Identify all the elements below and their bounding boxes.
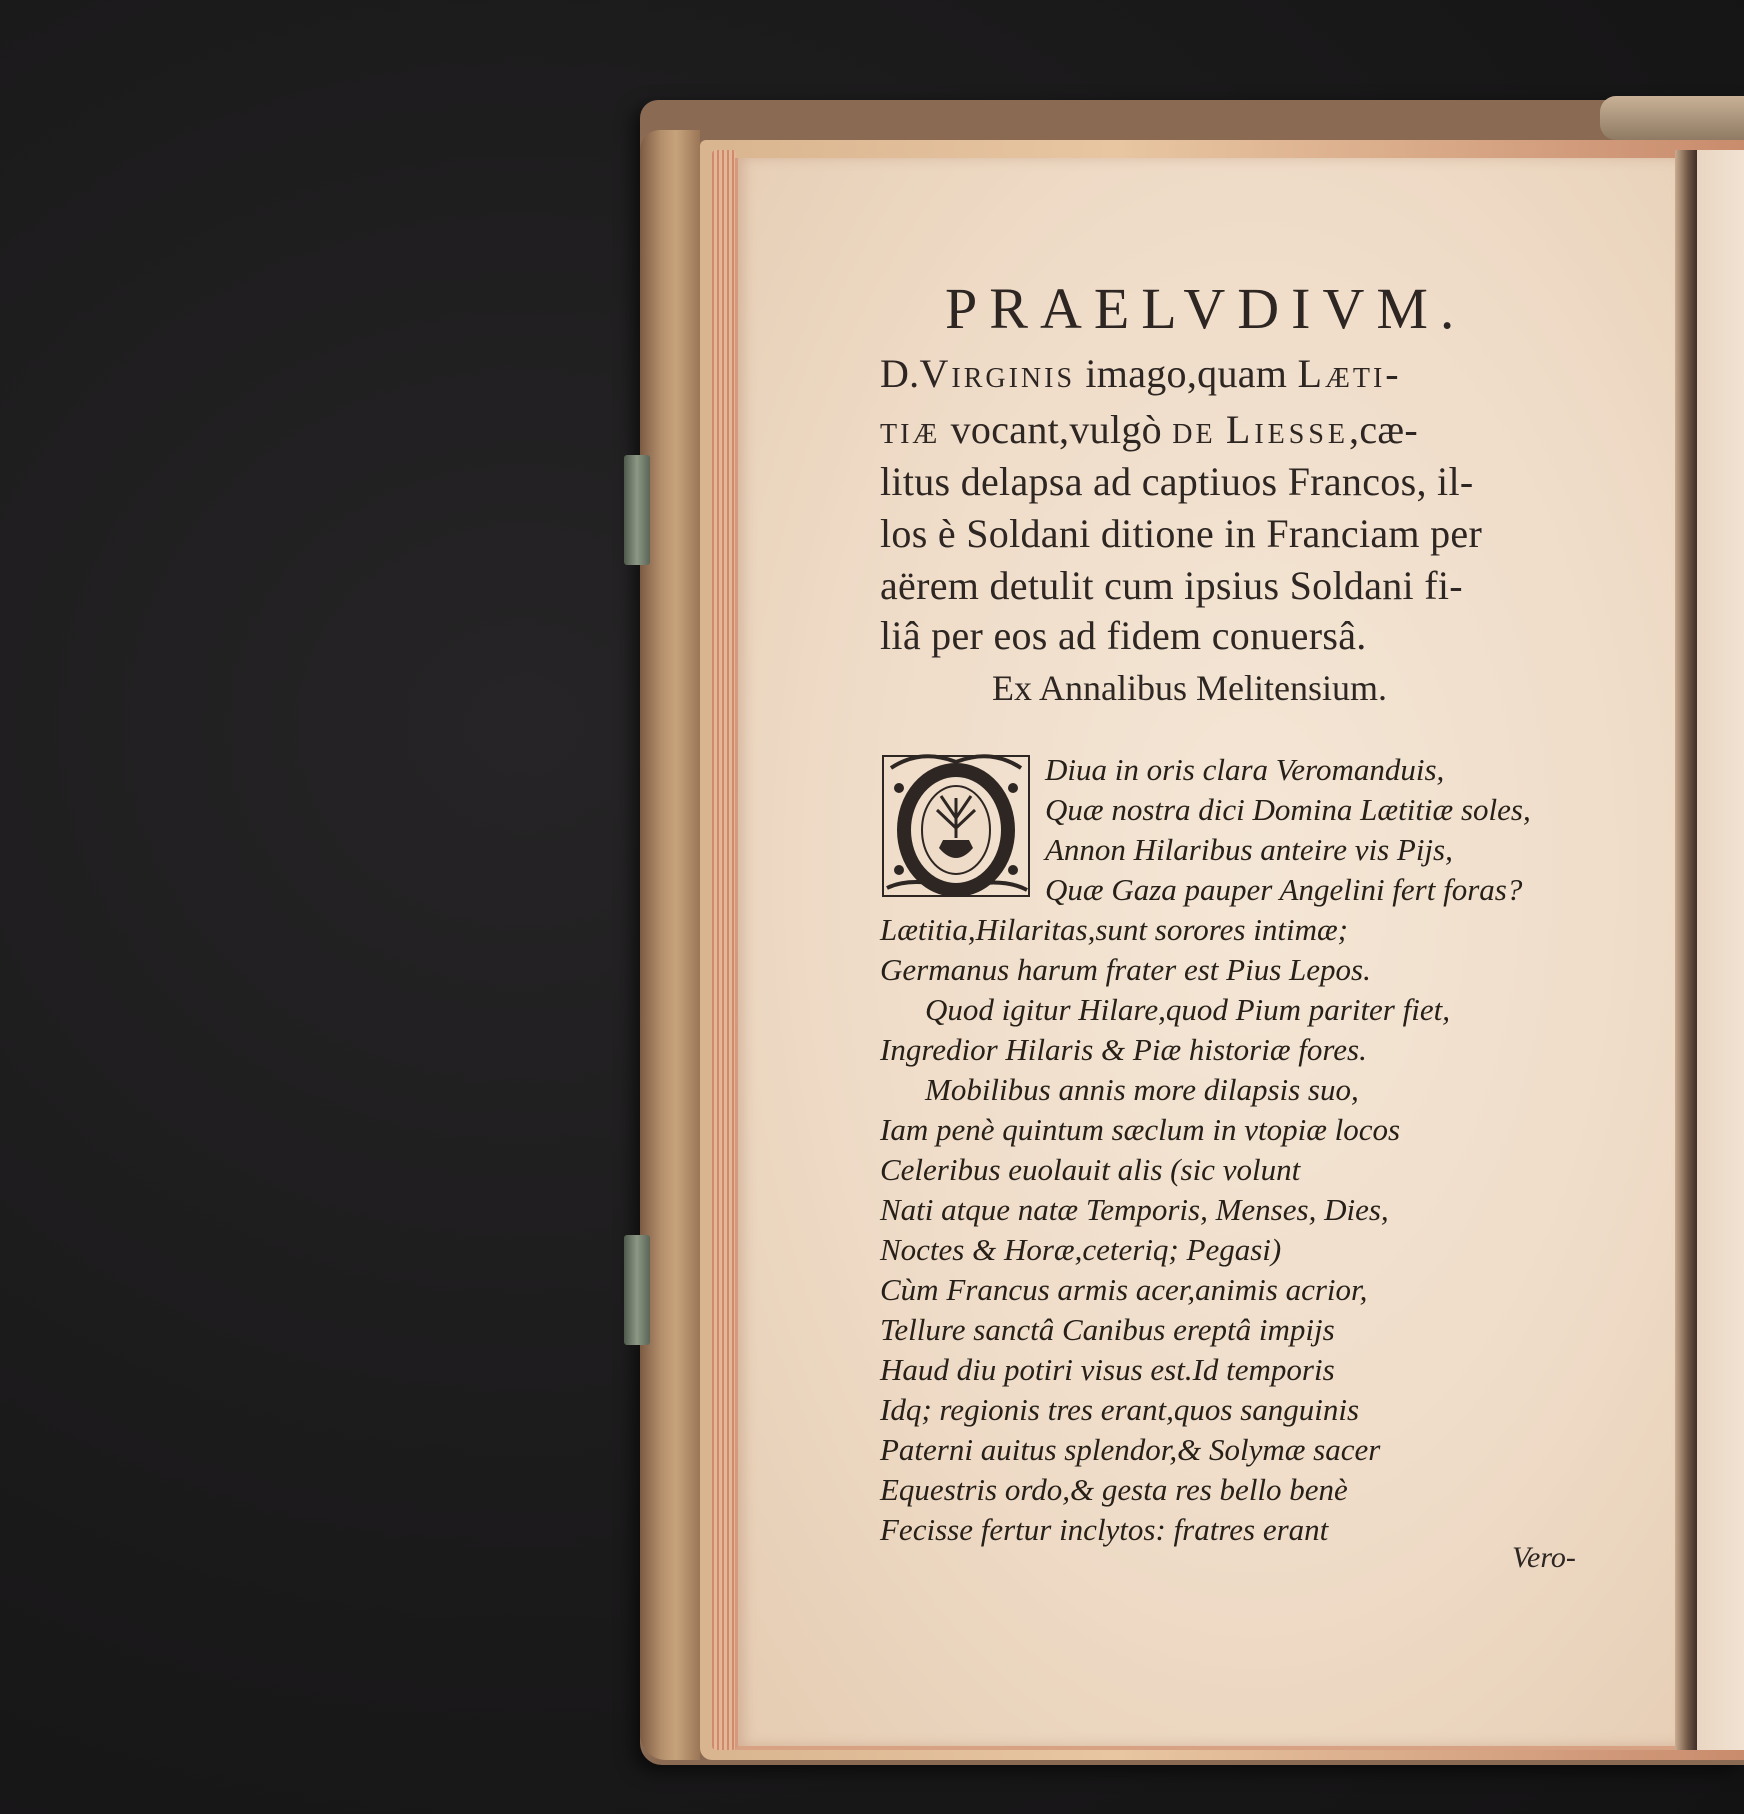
verse-line: Diua in oris clara Veromanduis, (1045, 752, 1445, 787)
intro-part-smallcaps: Liesse (1225, 407, 1350, 452)
verse-line: Quæ nostra dici Domina Lætitiæ soles, (1045, 792, 1531, 827)
intro-part-smallcaps: de (1172, 407, 1216, 452)
decorated-initial-o-icon (881, 748, 1031, 903)
verse-line: Cùm Francus armis acer,animis acrior, (880, 1272, 1368, 1307)
catchword: Vero- (1512, 1541, 1576, 1574)
page-stack-edge (712, 150, 736, 1750)
intro-line-1 (880, 350, 1402, 397)
verse-line: Noctes & Horæ,ceteriq; Pegasi) (880, 1232, 1282, 1267)
verse-line: Fecisse fertur inclytos: fratres erant (880, 1512, 1329, 1547)
intro-part: imago,quam (1075, 351, 1298, 396)
source-line: Ex Annalibus Melitensium. (992, 668, 1387, 708)
verse-line: Nati atque natæ Temporis, Menses, Dies, (880, 1192, 1389, 1227)
verse-line: Iam penè quintum sæclum in vtopiæ locos (880, 1112, 1401, 1147)
verse-line: Idq; regionis tres erant,quos sanguinis (880, 1392, 1360, 1427)
verse-line: Germanus harum frater est Pius Lepos. (880, 952, 1371, 987)
intro-part: vocant,vulgò (940, 407, 1173, 452)
verse-line: Quod igitur Hilare,quod Pium pariter fiet, (925, 992, 1450, 1027)
verse-line: Ingredior Hilaris & Piæ historiæ fores. (880, 1032, 1367, 1067)
intro-line-2 (880, 406, 1418, 453)
verse-line: Haud diu potiri visus est.Id temporis (880, 1352, 1335, 1387)
clasp-lower (624, 1235, 650, 1345)
verse-line: Mobilibus annis more dilapsis suo, (925, 1072, 1359, 1107)
book-gutter (1675, 150, 1697, 1750)
verse-line: Quæ Gaza pauper Angelini fert foras? (1045, 872, 1523, 907)
book-fore-edge (640, 130, 700, 1760)
intro-line-6: liâ per eos ad fidem conuersâ. (880, 613, 1367, 658)
verse-line: Celeribus euolauit alis (sic volunt (880, 1152, 1301, 1187)
intro-part-smallcaps: Læti- (1297, 351, 1402, 396)
intro-part: D. (880, 351, 920, 396)
intro-line-3: litus delapsa ad captiuos Francos, il- (880, 459, 1474, 504)
intro-part-smallcaps: Virginis (919, 351, 1076, 396)
verse-line: Tellure sanctâ Canibus ereptâ impijs (880, 1312, 1335, 1347)
clasp-upper (624, 455, 650, 565)
binding-strap (1600, 96, 1744, 140)
verse-line: Paterni auitus splendor,& Solymæ sacer (880, 1432, 1381, 1467)
page-title: PRAELVDIVM. (945, 276, 1467, 341)
intro-part (1216, 407, 1226, 452)
verse-line: Lætitia,Hilaritas,sunt sorores intimæ; (880, 912, 1348, 947)
verse-line: Annon Hilaribus anteire vis Pijs, (1045, 832, 1453, 867)
intro-part: ,cæ- (1349, 407, 1418, 452)
intro-part-smallcaps: tiæ (880, 407, 941, 452)
intro-line-4: los è Soldani ditione in Franciam per (880, 511, 1483, 556)
intro-line-5: aërem detulit cum ipsius Soldani fi- (880, 563, 1463, 608)
decorated-initial (881, 748, 1031, 903)
facing-page (1697, 150, 1744, 1750)
verse-line: Equestris ordo,& gesta res bello benè (880, 1472, 1348, 1507)
